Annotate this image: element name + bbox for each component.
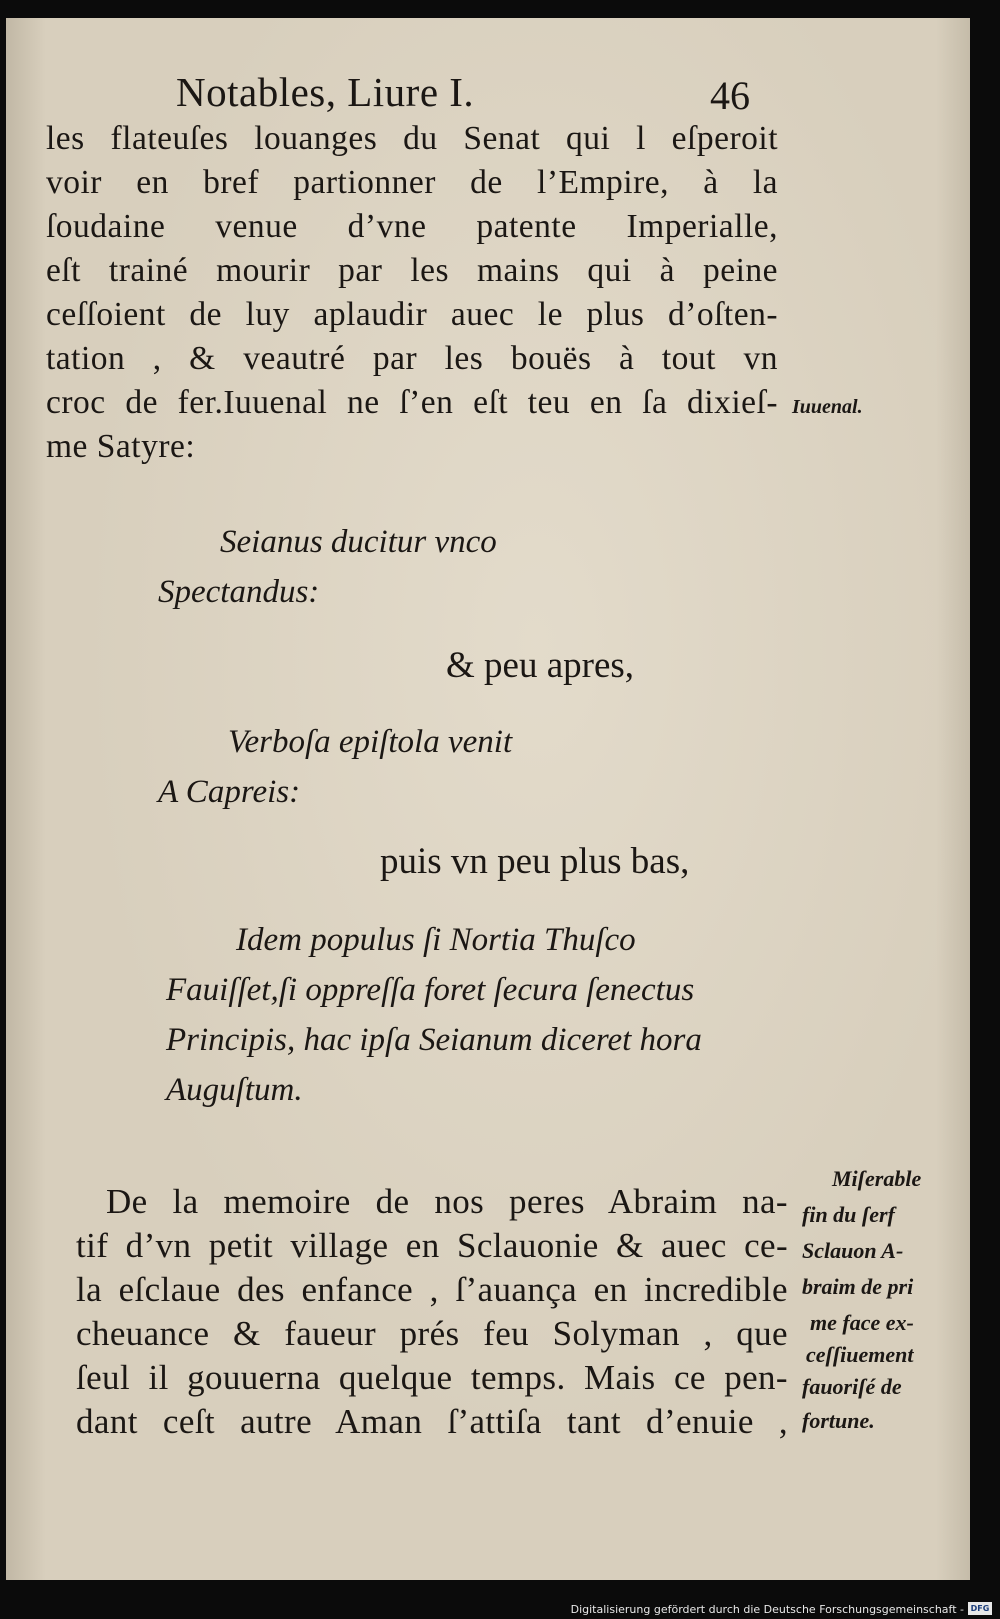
body-line: croc de fer.Iuuenal ne ſ’en eſt teu en ſa dixieſ-	[46, 384, 778, 421]
page-number: 46	[710, 73, 750, 118]
margin-note-line: braim de pri	[802, 1274, 914, 1299]
verse-line: Auguſtum.	[166, 1072, 303, 1108]
body-line: dant ceſt autre Aman ſ’attiſa tant d’enuie ,	[76, 1402, 788, 1441]
body-line: la eſclaue des enfance , ſ’auança en incredible	[76, 1270, 788, 1309]
verse-line: A Capreis:	[158, 774, 301, 810]
verse-line: Seianus ducitur vnco	[220, 524, 497, 560]
running-head: Notables, Liure I.	[176, 69, 475, 115]
verse-line: Principis, hac ipſa Seianum diceret hora	[166, 1022, 702, 1058]
verse-line: Spectandus:	[158, 574, 320, 610]
body-line: tation , & veautré par les bouës à tout vn	[46, 340, 778, 377]
body-line: ſeul il gouuerna quelque temps. Mais ce pen-	[76, 1358, 788, 1397]
margin-note-line: Sclauon A-	[802, 1238, 904, 1263]
verse-line: Fauiſſet,ſi oppreſſa foret ſecura ſenectus	[166, 972, 695, 1008]
footer-credit: Digitalisierung gefördert durch die Deutsche Forschungsgemeinschaft -	[570, 1603, 964, 1616]
dfg-logo: DFG	[968, 1602, 992, 1615]
body-line: ſoudaine venue d’vne patente Imperialle,	[46, 208, 778, 245]
margin-note-line: fauoriſé de	[802, 1374, 902, 1399]
margin-note-line: fortune.	[802, 1408, 875, 1433]
connector-text: puis vn peu plus bas,	[380, 841, 690, 882]
margin-note-line: Miſerable	[832, 1166, 922, 1191]
book-page	[6, 18, 970, 1580]
margin-note-juvenal: Iuuenal.	[792, 396, 863, 418]
connector-text: & peu apres,	[446, 645, 635, 686]
body-line: De la memoire de nos peres Abraim na-	[106, 1182, 788, 1221]
body-line: ceſſoient de luy aplaudir auec le plus d’oſten-	[46, 296, 778, 333]
body-line: eſt trainé mourir par les mains qui à peine	[46, 252, 778, 289]
margin-note-line: ceſſiuement	[806, 1342, 914, 1367]
margin-note-line: me face ex-	[810, 1310, 914, 1335]
margin-note-line: fin du ſerf	[802, 1202, 895, 1227]
body-line: me Satyre:	[46, 428, 196, 465]
verse-line: Idem populus ſi Nortia Thuſco	[236, 922, 636, 958]
verse-line: Verboſa epiſtola venit	[228, 724, 513, 760]
body-line: tif d’vn petit village en Sclauonie & auec ce-	[76, 1226, 788, 1265]
body-line: voir en bref partionner de l’Empire, à la	[46, 164, 778, 201]
body-line: cheuance & faueur prés feu Solyman , que	[76, 1314, 788, 1353]
body-line: les flateuſes louanges du Senat qui l eſperoit	[46, 120, 778, 157]
